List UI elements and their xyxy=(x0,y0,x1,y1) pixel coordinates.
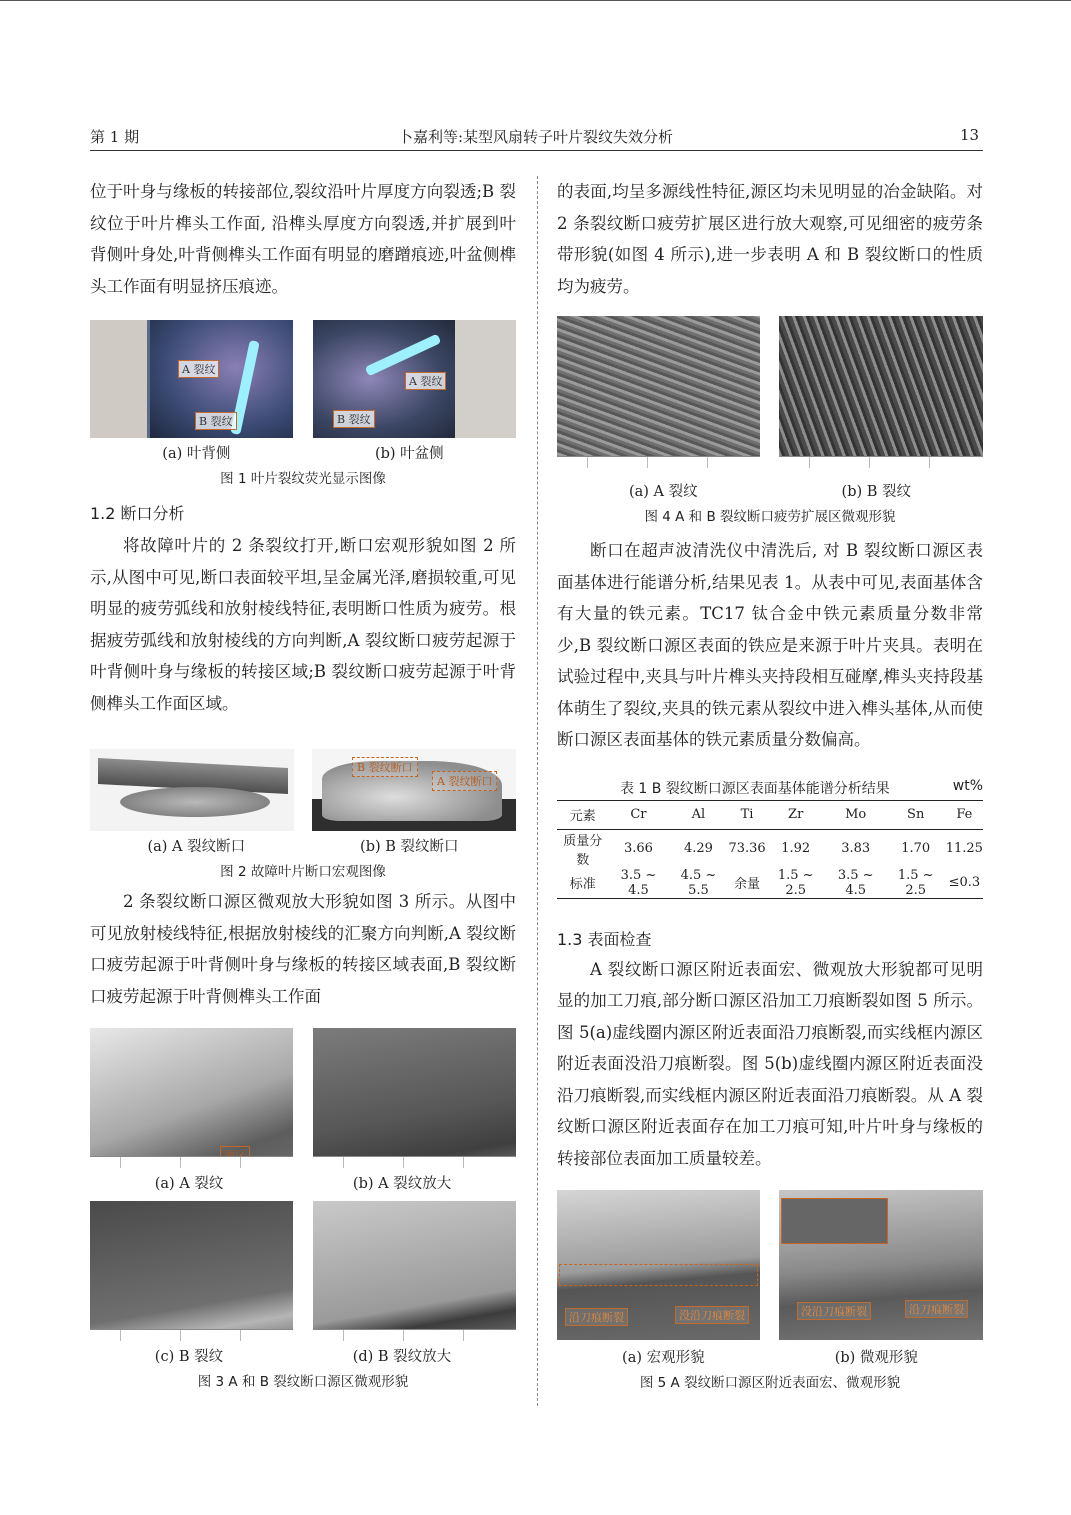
table-1 xyxy=(557,778,983,899)
table-cell: 1.5 ~ 2.5 xyxy=(886,868,946,899)
table-cell: 1.70 xyxy=(901,841,931,856)
header-rule xyxy=(90,150,983,151)
figure-image xyxy=(90,320,293,438)
figure-1 xyxy=(90,320,516,487)
paragraph: 2 条裂纹断口源区微观放大形貌如图 3 所示。从图中可见放射棱线特征,根据放射棱线的汇聚方向判断,A 裂纹断口疲劳起源于叶背侧叶身与缘板的转接区域表面,B 裂纹断口疲劳起源于叶背侧榫头工作面 xyxy=(90,892,516,1006)
figure-image xyxy=(90,749,294,831)
table-cell: 1.5 ~ 2.5 xyxy=(766,868,826,899)
subfigure-label: (a) 宏观形貌 xyxy=(622,1350,705,1366)
subfigure-label: (b) 叶盆侧 xyxy=(374,446,444,462)
table-cell: 4.5 ~ 5.5 xyxy=(668,868,728,899)
subfigure-label: (a) 叶背侧 xyxy=(162,446,231,462)
figure-tag: 沿刀痕断裂 xyxy=(905,1300,968,1318)
section-heading: 1.3 表面检查 xyxy=(557,929,652,949)
paragraph: 断口在超声波清洗仪中清洗后, 对 B 裂纹断口源区表面基体进行能谱分析,结果见表 1。从表中可见,表面基体含有大量的铁元素。TC17 钛合金中铁元素质量分数非常少,B 裂纹断口源区表面的铁应是来源于叶片夹具。表明在试验过程中,夹具与叶片榫头夹持段相互碰摩,榫头夹持段基体萌生了裂纹,夹具的铁元素从裂纹中进入榫头基体,从而使断口源区表面基体的铁元素质量分数偏高。 xyxy=(557,541,983,749)
table-header-cell: Mo xyxy=(826,800,886,829)
figure-image xyxy=(90,1028,293,1168)
section-heading: 1.2 断口分析 xyxy=(90,504,185,523)
table-header-cell: Cr xyxy=(608,800,668,829)
figure-tag: 没沿刀痕断裂 xyxy=(797,1302,871,1320)
table-cell: 3.66 xyxy=(623,841,653,856)
table-header-cell: Fe xyxy=(946,800,983,829)
figure-tag: A 裂纹断口 xyxy=(432,771,497,791)
table-header-cell: Ti xyxy=(728,800,765,829)
table-cell: 3.83 xyxy=(841,841,871,856)
subfigure-label: (a) A 裂纹断口 xyxy=(147,839,246,855)
table-header-cell: Zr xyxy=(766,800,826,829)
table-unit: wt% xyxy=(952,777,983,794)
figure-caption: 图 3 A 和 B 裂纹断口源区微观形貌 xyxy=(197,1374,409,1390)
table-cell: 73.36 xyxy=(728,841,766,856)
running-title: 卜嘉利等:某型风扇转子叶片裂纹失效分析 xyxy=(397,128,674,146)
subfigure-label: (b) A 裂纹放大 xyxy=(352,1176,452,1192)
table-cell: 3.5 ~ 4.5 xyxy=(608,868,668,899)
table-row xyxy=(557,868,983,899)
subfigure-label: (a) A 裂纹 xyxy=(628,484,698,500)
left-column xyxy=(90,176,516,1390)
figure-tag: B 裂纹 xyxy=(333,410,375,428)
table-header-row xyxy=(557,800,983,829)
figure-tag: A 裂纹 xyxy=(405,372,446,390)
subfigure-label: (d) B 裂纹放大 xyxy=(352,1349,452,1365)
right-column xyxy=(557,176,983,1391)
table-row xyxy=(557,829,983,868)
table-cell: 1.92 xyxy=(781,841,811,856)
top-border xyxy=(0,0,1071,1)
table-cell: 标准 xyxy=(557,868,608,899)
table-header-cell: 元素 xyxy=(557,800,608,829)
table-cell: 3.5 ~ 4.5 xyxy=(826,868,886,899)
table-header-cell: Sn xyxy=(886,800,946,829)
figure-tag: B 裂纹 xyxy=(195,412,237,430)
figure-image xyxy=(779,316,983,468)
paragraph: A 裂纹断口源区附近表面宏、微观放大形貌都可见明显的加工刀痕,部分断口源区沿加工刀痕断裂如图 5 所示。图 5(a)虚线圈内源区附近表面沿刀痕断裂,而实线框内源区附近表面没沿刀痕断裂。图 5(b)虚线圈内源区附近表面没沿刀痕断裂,而实线框内源区附近表面沿刀痕断裂。从 A 裂纹断口源区附近表面存在加工刀痕可知,叶片叶身与缘板的转接部位表面加工质量较差。 xyxy=(557,959,983,1168)
figure-3 xyxy=(90,1028,516,1390)
table-cell: ≤0.3 xyxy=(946,868,983,899)
figure-caption: 图 1 叶片裂纹荧光显示图像 xyxy=(220,471,386,487)
data-table xyxy=(557,800,983,899)
figure-image xyxy=(779,1190,983,1340)
figure-caption: 图 5 A 裂纹断口源区附近表面宏、微观形貌 xyxy=(639,1375,901,1391)
paragraph: 的表面,均呈多源线性特征,源区均未见明显的冶金缺陷。对 2 条裂纹断口疲劳扩展区进行放大观察,可见细密的疲劳条带形貌(如图 4 所示),进一步表明 A 和 B 裂纹断口的性质均为疲劳。 xyxy=(557,182,983,296)
figure-image xyxy=(312,749,516,831)
issue-label: 第 1 期 xyxy=(90,128,140,146)
figure-caption: 图 4 A 和 B 裂纹断口疲劳扩展区微观形貌 xyxy=(644,509,896,525)
figure-tag: B 裂纹断口 xyxy=(352,757,418,777)
paragraph: 位于叶身与缘板的转接部位,裂纹沿叶片厚度方向裂透;B 裂纹位于叶片榫头工作面, 沿榫头厚度方向裂透,并扩展到叶背侧叶身处,叶背侧榫头工作面有明显的磨蹭痕迹,叶盆侧榫头工作面有明显挤压痕迹。 xyxy=(90,182,516,296)
figure-image xyxy=(313,1028,516,1168)
table-cell: 余量 xyxy=(728,868,765,899)
figure-image xyxy=(557,1190,760,1340)
table-cell: 4.29 xyxy=(683,841,713,856)
figure-image xyxy=(557,316,760,468)
figure-tag: A 裂纹 xyxy=(178,360,219,378)
figure-image xyxy=(313,320,516,438)
table-cell: 11.25 xyxy=(945,841,983,856)
figure-5 xyxy=(557,1190,983,1391)
table-cell: 质量分数 xyxy=(563,833,603,868)
figure-tag: 沿刀痕断裂 xyxy=(565,1308,628,1326)
column-divider xyxy=(537,176,538,1406)
figure-image xyxy=(90,1201,293,1341)
figure-caption: 图 2 故障叶片断口宏观图像 xyxy=(220,864,386,880)
figure-2 xyxy=(90,749,516,880)
page-number: 13 xyxy=(960,126,980,144)
subfigure-label: (b) B 裂纹 xyxy=(841,484,912,500)
subfigure-label: (c) B 裂纹 xyxy=(154,1349,224,1365)
figure-4 xyxy=(557,316,983,525)
paragraph: 将故障叶片的 2 条裂纹打开,断口宏观形貌如图 2 所示,从图中可见,断口表面较平坦,呈金属光泽,磨损较重,可见明显的疲劳弧线和放射棱线特征,表明断口性质为疲劳。根据疲劳弧线和放射棱线的方向判断,A 裂纹断口疲劳起源于叶背侧叶身与缘板的转接区域;B 裂纹断口疲劳起源于叶背侧榫头工作面区域。 xyxy=(90,536,516,713)
subfigure-label: (b) B 裂纹断口 xyxy=(360,839,459,855)
figure-tag: 没沿刀痕断裂 xyxy=(675,1306,749,1324)
table-caption: 表 1 B 裂纹断口源区表面基体能谱分析结果 xyxy=(619,780,890,797)
subfigure-label: (a) A 裂纹 xyxy=(154,1176,224,1192)
figure-image xyxy=(313,1201,516,1341)
table-header-cell: Al xyxy=(668,800,728,829)
subfigure-label: (b) 微观形貌 xyxy=(834,1350,918,1366)
